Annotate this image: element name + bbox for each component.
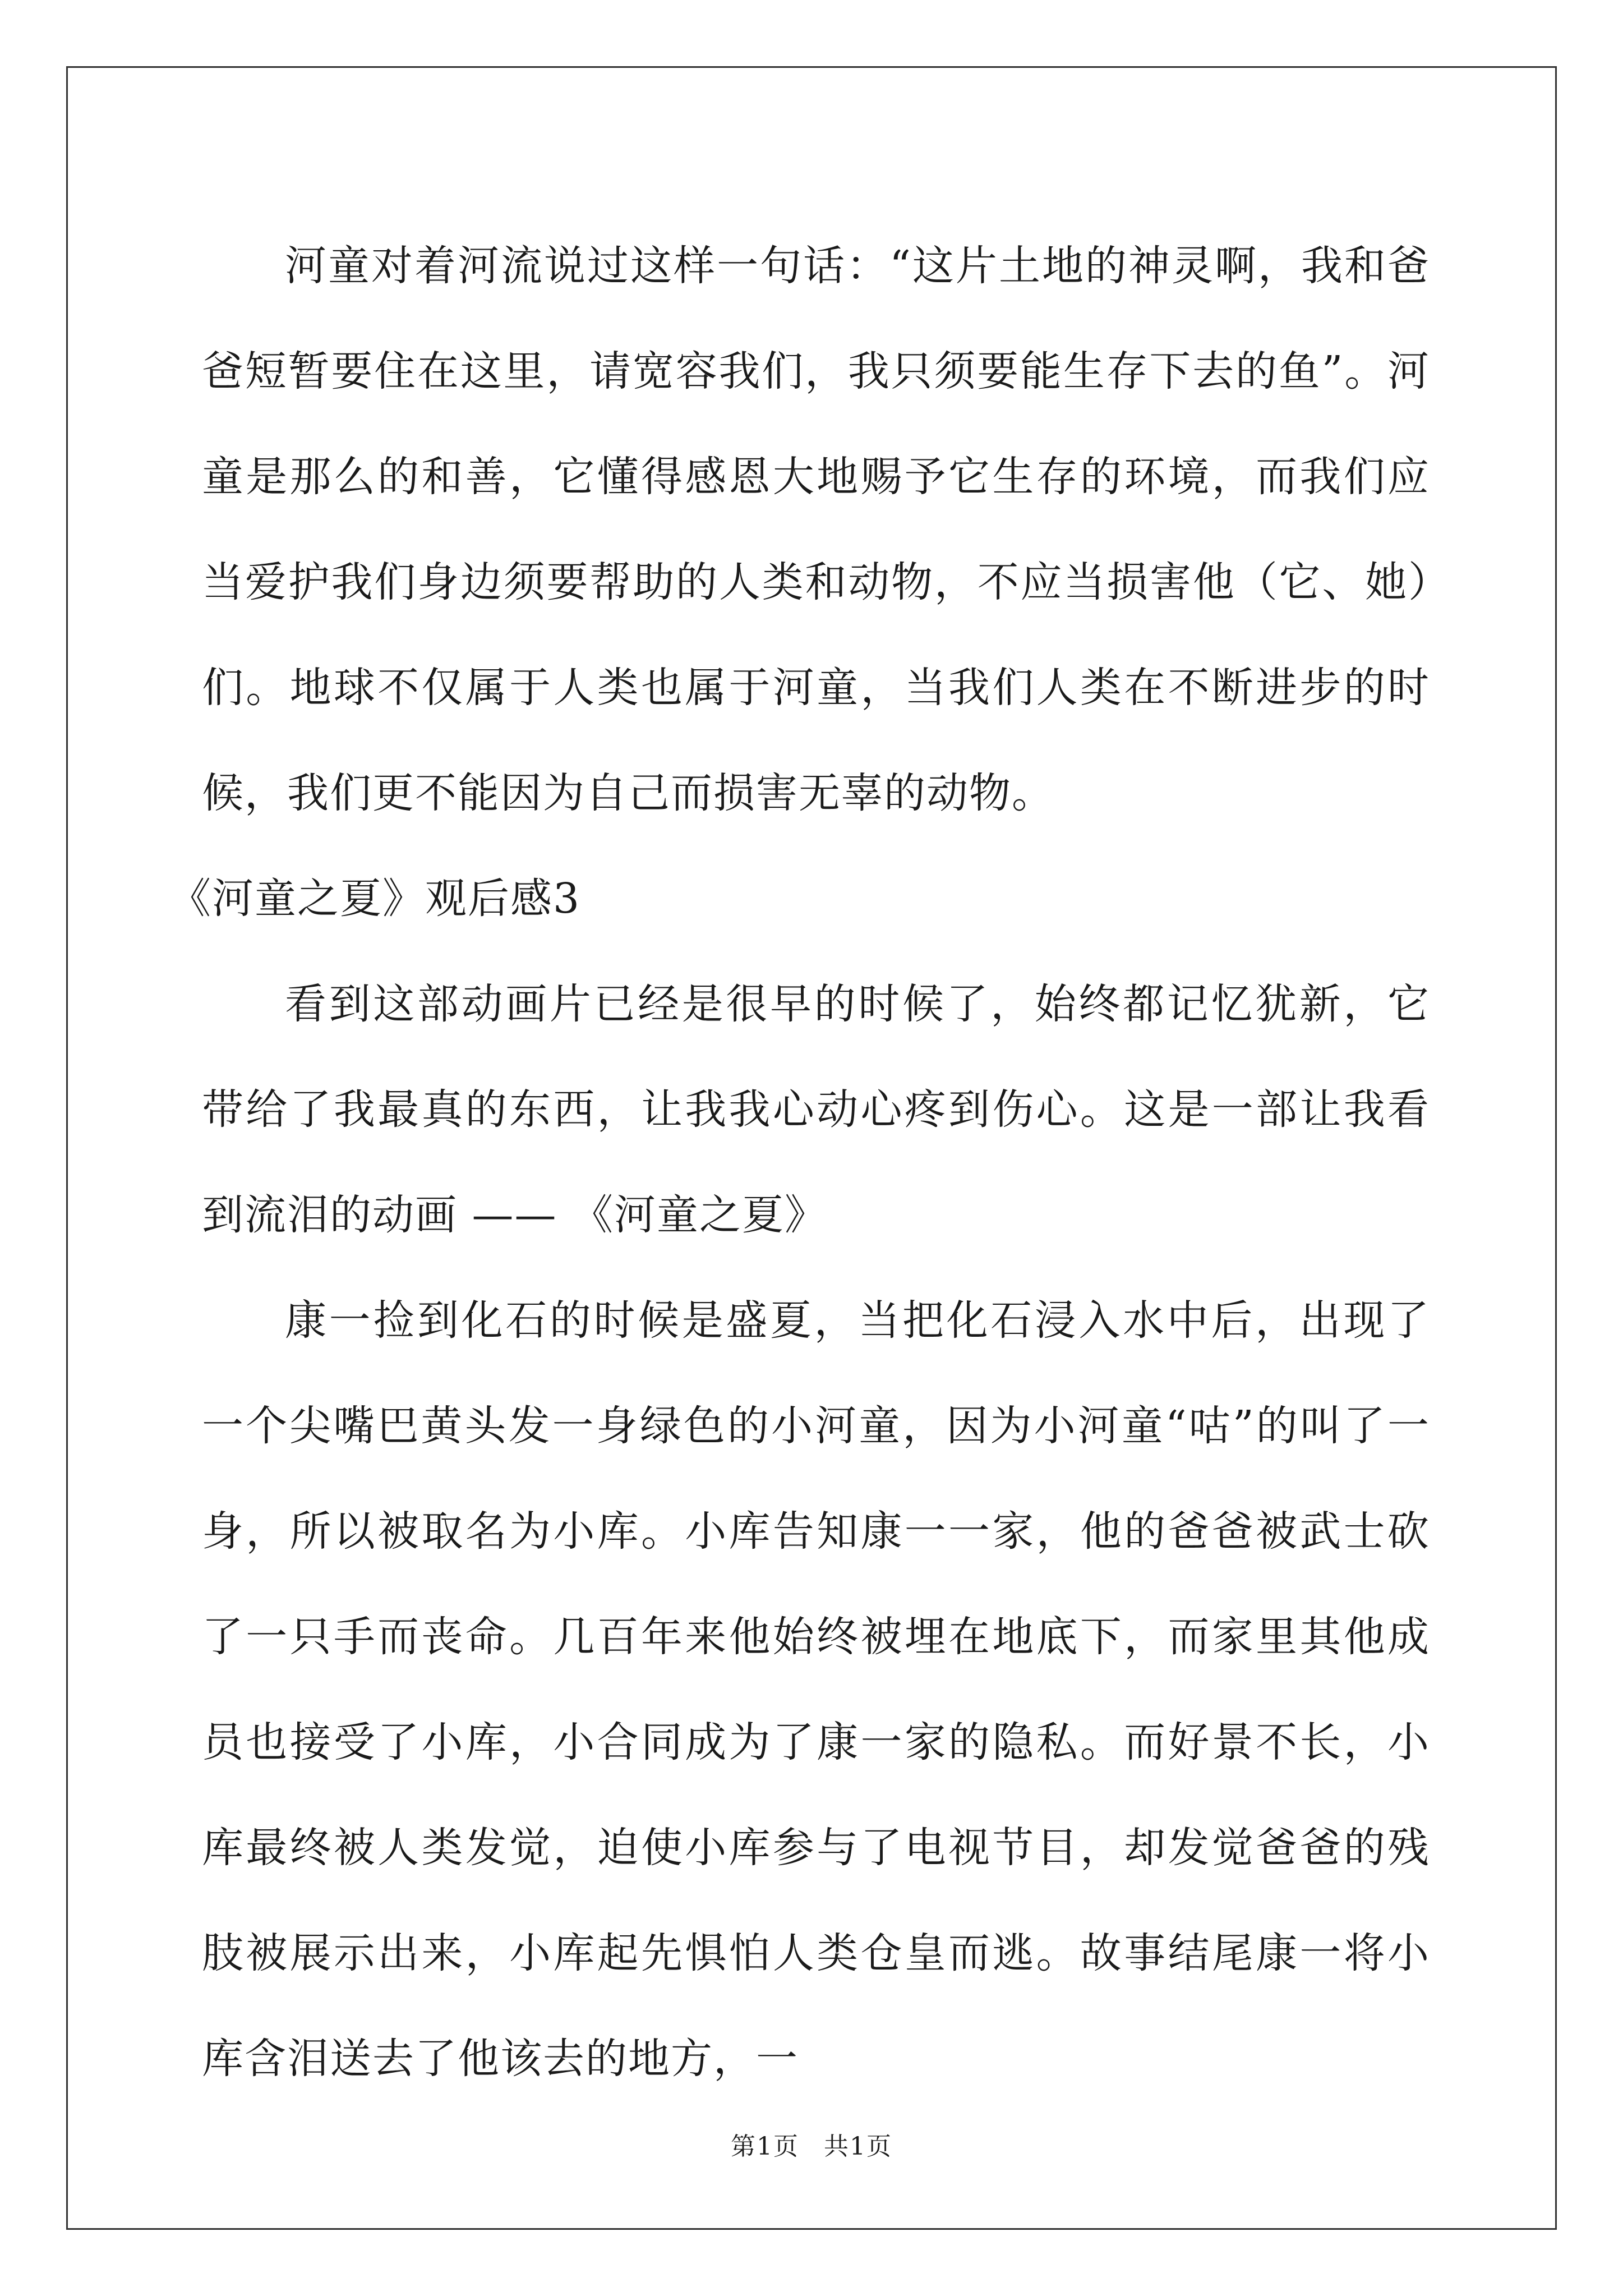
page-total: 共1页 (824, 2132, 892, 2161)
page-footer (0, 2126, 1623, 2162)
paragraph-3: 康一捡到化石的时候是盛夏，当把化石浸入水中后，出现了一个尖嘴巴黄头发一身绿色的小河童，因为小河童“咕”的叫了一身，所以被取名为小库。小库告知康一一家，他的爸爸被武士砍了一只手而丧命。几百年来他始终被埋在地底下，而家里其他成员也接受了小库，小合同成为了康一家的隐私。而好景不长，小库最终被人类发觉，迫使小库参与了电视节目，却发觉爸爸的残肢被展示出来，小库起先惧怕人类仓皇而逃。故事结尾康一将小库含泪送去了他该去的地方，一 (202, 1296, 1430, 2083)
paragraph-1: 河童对着河流说过这样一句话：“这片土地的神灵啊，我和爸爸短暂要住在这里，请宽容我们，我只须要能生存下去的鱼”。河童是那么的和善，它懂得感恩大地赐予它生存的环境，而我们应当爱护我们身边须要帮助的人类和动物，不应当损害他（它、她）们。地球不仅属于人类也属于河童，当我们人类在不断进步的时候，我们更不能因为自己而损害无辜的动物。 (202, 242, 1430, 817)
paragraph-2: 看到这部动画片已经是很早的时候了，始终都记忆犹新，它带给了我最真的东西，让我我心动心疼到伤心。这是一部让我看到流泪的动画 —— 《河童之夏》 (202, 980, 1430, 1239)
section-heading: 《河童之夏》观后感3 (169, 875, 581, 923)
document-body (169, 213, 1430, 2111)
page-number: 第1页 (731, 2132, 799, 2161)
